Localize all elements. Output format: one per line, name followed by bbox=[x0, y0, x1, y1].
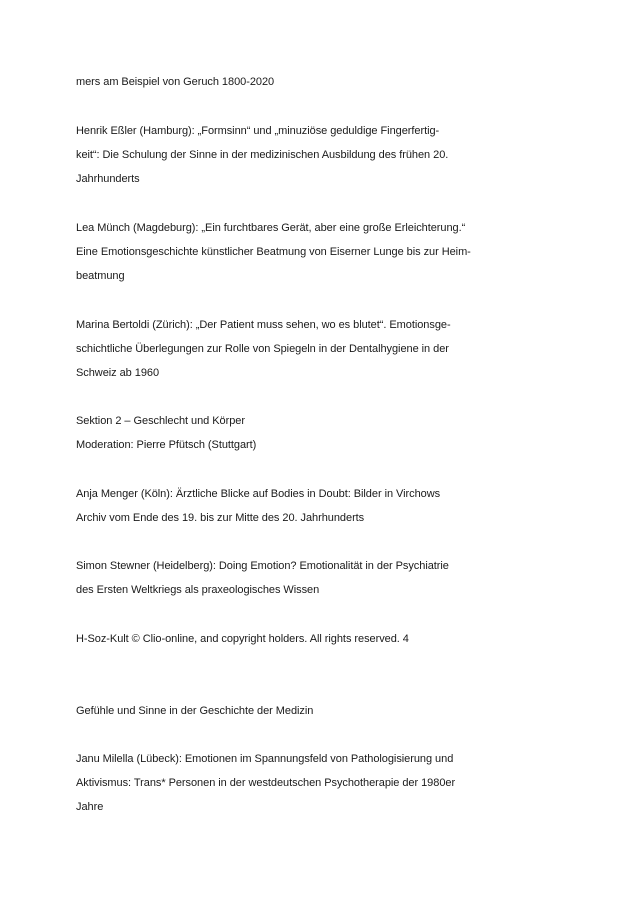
entry-bertoldi-line-2: schichtliche Überlegungen zur Rolle von Spiegeln in der Dentalhygiene in der bbox=[76, 343, 449, 355]
entry-milella-line-3: Jahre bbox=[76, 801, 104, 813]
entry-stewner-line-2: des Ersten Weltkriegs als praxeologisches Wissen bbox=[76, 584, 320, 596]
entry-bertoldi-line-3: Schweiz ab 1960 bbox=[76, 367, 160, 379]
entry-menger-line-2: Archiv vom Ende des 19. bis zur Mitte des 20. Jahrhunderts bbox=[76, 512, 365, 524]
entry-menger-line-1: Anja Menger (Köln): Ärztliche Blicke auf Bodies in Doubt: Bilder in Virchows bbox=[76, 488, 441, 500]
entry-stewner-line-1: Simon Stewner (Heidelberg): Doing Emotion? Emotionalität in der Psychiatrie bbox=[76, 560, 449, 572]
entry-milella-line-2: Aktivismus: Trans* Personen in der westdeutschen Psychotherapie der 1980er bbox=[76, 777, 456, 789]
entry-essler-line-2: keit“: Die Schulung der Sinne in der medizinischen Ausbildung des frühen 20. bbox=[76, 149, 449, 161]
entry-muench-line-2: Eine Emotionsgeschichte künstlicher Beatmung von Eiserner Lunge bis zur Heim- bbox=[76, 246, 471, 258]
text-line-continuation: mers am Beispiel von Geruch 1800-2020 bbox=[76, 76, 275, 88]
entry-milella-line-1: Janu Milella (Lübeck): Emotionen im Spannungsfeld von Pathologisierung und bbox=[76, 753, 454, 765]
page-running-title: Gefühle und Sinne in der Geschichte der Medizin bbox=[76, 705, 314, 717]
entry-muench-line-1: Lea Münch (Magdeburg): „Ein furchtbares Gerät, aber eine große Erleichterung.“ bbox=[76, 222, 466, 234]
moderation-line: Moderation: Pierre Pfütsch (Stuttgart) bbox=[76, 439, 257, 451]
entry-essler-line-1: Henrik Eßler (Hamburg): „Formsinn“ und „minuziöse geduldige Fingerfertig- bbox=[76, 125, 440, 137]
page-footer: H-Soz-Kult © Clio-online, and copyright holders. All rights reserved. 4 bbox=[76, 633, 409, 645]
entry-bertoldi-line-1: Marina Bertoldi (Zürich): „Der Patient muss sehen, wo es blutet“. Emotionsge- bbox=[76, 319, 451, 331]
section-heading: Sektion 2 – Geschlecht und Körper bbox=[76, 415, 245, 427]
entry-essler-line-3: Jahrhunderts bbox=[76, 173, 140, 185]
entry-muench-line-3: beatmung bbox=[76, 270, 125, 282]
